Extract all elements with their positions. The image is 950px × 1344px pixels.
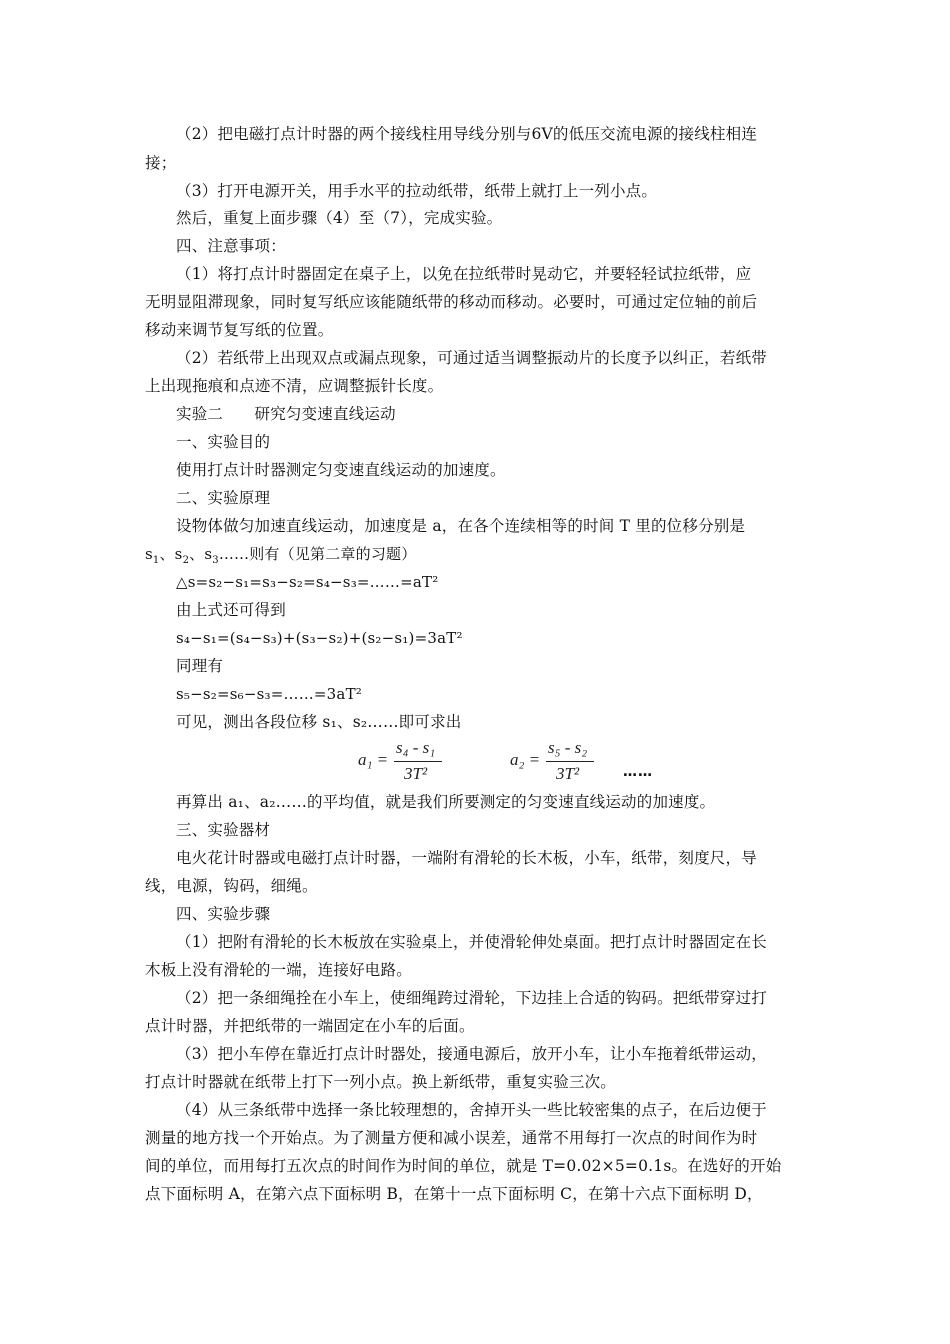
text-line: 由上式还可得到 bbox=[176, 601, 286, 619]
text-line: 使用打点计时器测定匀变速直线运动的加速度。 bbox=[176, 461, 506, 479]
text-line: 接； bbox=[145, 154, 177, 172]
fraction-a2: a₂ = s₅ - s₂ 3T² bbox=[510, 738, 610, 788]
text-line: 无明显阻滞现象，同时复写纸应该能随纸带的移动而移动。必要时，可通过定位轴的前后 bbox=[145, 293, 758, 311]
text-line: （1）将打点计时器固定在桌子上，以免在拉纸带时晃动它，并要轻轻试拉纸带，应 bbox=[176, 265, 752, 283]
text-line-displacements: $s_1$、$s_2$、$s_3\dots\dots$则有（见第二章的习题） bbox=[145, 545, 417, 566]
text-line: （2）把一条细绳拴在小车上，使细绳跨过滑轮，下边挂上合适的钩码。把纸带穿过打 bbox=[176, 989, 767, 1007]
formula-s5-s2: s₅−s₂=s₆−s₃=……=3aT² bbox=[176, 685, 362, 703]
text-line: 然后，重复上面步骤（4）至（7），完成实验。 bbox=[176, 209, 503, 227]
formula-delta-s: △s=s₂−s₁=s₃−s₂=s₄−s₃=……=aT² bbox=[176, 573, 439, 591]
section-heading: 四、注意事项： bbox=[176, 237, 286, 255]
text-line: 可见，测出各段位移 s₁、s₂……即可求出 bbox=[176, 713, 462, 731]
text-line: 同理有 bbox=[176, 657, 224, 675]
text-line: （2）把电磁打点计时器的两个接线柱用导线分别与6V的低压交流电源的接线柱相连 bbox=[176, 125, 758, 143]
text-line: （4）从三条纸带中选择一条比较理想的，舍掉开头一些比较密集的点子，在后边便于 bbox=[176, 1101, 767, 1119]
experiment-title: 实验二 研究匀变速直线运动 bbox=[176, 405, 396, 423]
section-heading: 一、实验目的 bbox=[176, 433, 271, 451]
fraction-a1: a₁ = s₄ - s₁ 3T² bbox=[358, 738, 458, 788]
section-heading: 二、实验原理 bbox=[176, 489, 271, 507]
text-line: 线，电源，钩码，细绳。 bbox=[145, 877, 318, 895]
text-line: （2）若纸带上出现双点或漏点现象，可通过适当调整振动片的长度予以纠正，若纸带 bbox=[176, 349, 767, 367]
fraction-ellipsis: …… bbox=[623, 764, 653, 780]
text-line: 测量的地方找一个开始点。为了测量方便和减小误差，通常不用每打一次点的时间作为时 bbox=[145, 1129, 758, 1147]
text-line: （3）打开电源开关，用手水平的拉动纸带，纸带上就打上一列小点。 bbox=[176, 182, 658, 200]
formula-s4-s1: s₄−s₁=(s₄−s₃)+(s₃−s₂)+(s₂−s₁)=3aT² bbox=[176, 629, 463, 647]
text-line: 点计时器，并把纸带的一端固定在小车的后面。 bbox=[145, 1017, 475, 1035]
section-heading: 三、实验器材 bbox=[176, 821, 271, 839]
text-line: 点下面标明 A，在第六点下面标明 B，在第十一点下面标明 C，在第十六点下面标明 D， bbox=[145, 1185, 763, 1203]
fraction-bar bbox=[546, 761, 594, 762]
text-line: （1）把附有滑轮的长木板放在实验桌上，并使滑轮伸处桌面。把打点计时器固定在长 bbox=[176, 933, 767, 951]
text-line: 电火花计时器或电磁打点计时器，一端附有滑轮的长木板，小车，纸带，刻度尺，导 bbox=[176, 849, 757, 867]
section-heading: 四、实验步骤 bbox=[176, 905, 271, 923]
text-line: （3）把小车停在靠近打点计时器处，接通电源后，放开小车，让小车拖着纸带运动， bbox=[176, 1045, 767, 1063]
fraction-bar bbox=[394, 761, 442, 762]
text-line: 上出现拖痕和点迹不清，应调整振针长度。 bbox=[145, 377, 444, 395]
text-line: 间的单位，而用每打五次点的时间作为时间的单位，就是 T=0.02×5=0.1s。在选好的开始 bbox=[145, 1157, 782, 1175]
text-line: 木板上没有滑轮的一端，连接好电路。 bbox=[145, 961, 412, 979]
text-line: 再算出 a₁、a₂……的平均值，就是我们所要测定的匀变速直线运动的加速度。 bbox=[176, 793, 716, 811]
text-line: 移动来调节复写纸的位置。 bbox=[145, 321, 334, 339]
text-line: 打点计时器就在纸带上打下一列小点。换上新纸带，重复实验三次。 bbox=[145, 1073, 617, 1091]
text-line: 设物体做匀加速直线运动，加速度是 a，在各个连续相等的时间 T 里的位移分别是 bbox=[176, 517, 746, 535]
